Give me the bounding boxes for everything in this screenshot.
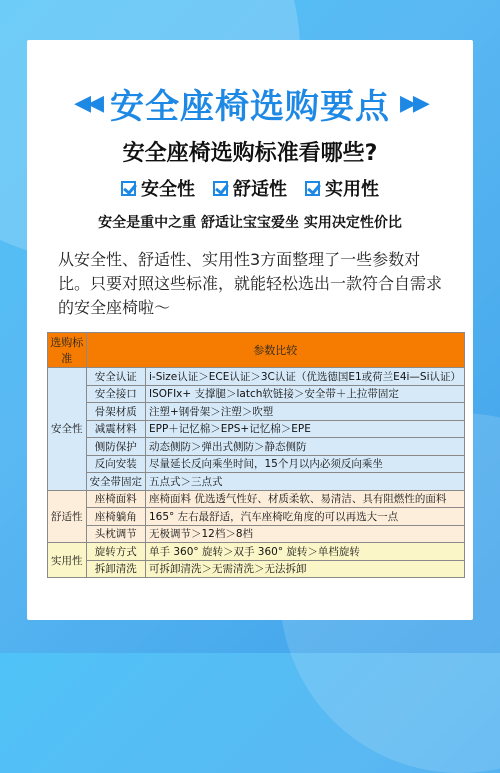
criterion-practical [305, 175, 379, 201]
table-row [48, 385, 465, 403]
item-cell: 减震材料 [86, 420, 146, 438]
item-cell: 安全带固定 [86, 473, 146, 491]
checkbox-checked-icon [121, 181, 136, 196]
criterion-label: 安全性 [141, 179, 195, 200]
value-cell: 165° 左右最舒适，汽车座椅吃角度的可以再选大一点 [146, 508, 465, 526]
value-cell: 动态侧防＞弹出式侧防＞静态侧防 [146, 438, 465, 456]
item-cell: 骨架材质 [86, 403, 146, 421]
criterion-label: 舒适性 [233, 179, 287, 200]
item-cell: 安全认证 [86, 368, 146, 386]
table-row [48, 438, 465, 456]
category-cell: 安全性 [48, 368, 87, 491]
criterion-label: 实用性 [325, 179, 379, 200]
category-cell: 实用性 [48, 543, 87, 578]
table-header-comparison: 参数比较 [86, 333, 465, 368]
item-cell: 反向安装 [86, 455, 146, 473]
value-cell: i-Size认证＞ECE认证＞3C认证（优选德国E1或荷兰E4i—Si认证） [146, 368, 465, 386]
value-cell: 五点式＞三点式 [146, 473, 465, 491]
criterion-comfort [213, 175, 287, 201]
value-cell: 尽量延长反向乘坐时间，15个月以内必须反向乘坐 [146, 455, 465, 473]
value-cell: 单手 360° 旋转＞双手 360° 旋转＞单档旋转 [146, 543, 465, 561]
item-cell: 头枕调节 [86, 525, 146, 543]
item-cell: 安全接口 [86, 385, 146, 403]
info-card [27, 40, 473, 620]
value-cell: 座椅面料 优选透气性好、材质柔软、易清洁、具有阻燃性的面料 [146, 490, 465, 508]
subtitle: 安全座椅选购标准看哪些? [122, 141, 378, 166]
item-cell: 拆卸清洗 [86, 560, 146, 578]
value-cell: EPP＋记忆棉＞EPS+记忆棉＞EPE [146, 420, 465, 438]
double-arrow-left-icon: ◀◀ [74, 90, 100, 116]
comparison-table [47, 332, 465, 578]
table-row [48, 560, 465, 578]
table-row [48, 368, 465, 386]
checkbox-checked-icon [213, 181, 228, 196]
table-row [48, 403, 465, 421]
table-row [48, 508, 465, 526]
title-row [27, 83, 473, 127]
table-row [48, 543, 465, 561]
criterion-safety [121, 175, 195, 201]
value-cell: 可拆卸清洗＞无需清洗＞无法拆卸 [146, 560, 465, 578]
category-cell: 舒适性 [48, 490, 87, 543]
table-row [48, 490, 465, 508]
item-cell: 旋转方式 [86, 543, 146, 561]
page-title: 安全座椅选购要点 [110, 86, 390, 127]
item-cell: 侧防保护 [86, 438, 146, 456]
table-row [48, 473, 465, 491]
table-row [48, 455, 465, 473]
value-cell: 注塑+钢骨架＞注塑＞吹塑 [146, 403, 465, 421]
checkbox-checked-icon [305, 181, 320, 196]
double-arrow-right-icon: ▶▶ [400, 90, 426, 116]
slogan: 安全是重中之重 舒适让宝宝爱坐 实用决定性价比 [98, 215, 402, 231]
item-cell: 座椅躺角 [86, 508, 146, 526]
intro-text: 从安全性、舒适性、实用性3方面整理了一些参数对比。只要对照这些标准，就能轻松选出一款符合自需求的安全座椅啦～ [58, 250, 443, 317]
value-cell: 无极调节＞12档＞8档 [146, 525, 465, 543]
comparison-table-wrap [47, 332, 461, 578]
table-row [48, 420, 465, 438]
table-header-row [48, 333, 465, 368]
item-cell: 座椅面料 [86, 490, 146, 508]
table-row [48, 525, 465, 543]
value-cell: ISOFIx+ 支撑腿＞latch软链接＞安全带＋上拉带固定 [146, 385, 465, 403]
criteria-list [27, 175, 473, 201]
table-header-standard: 选购标准 [48, 333, 87, 368]
